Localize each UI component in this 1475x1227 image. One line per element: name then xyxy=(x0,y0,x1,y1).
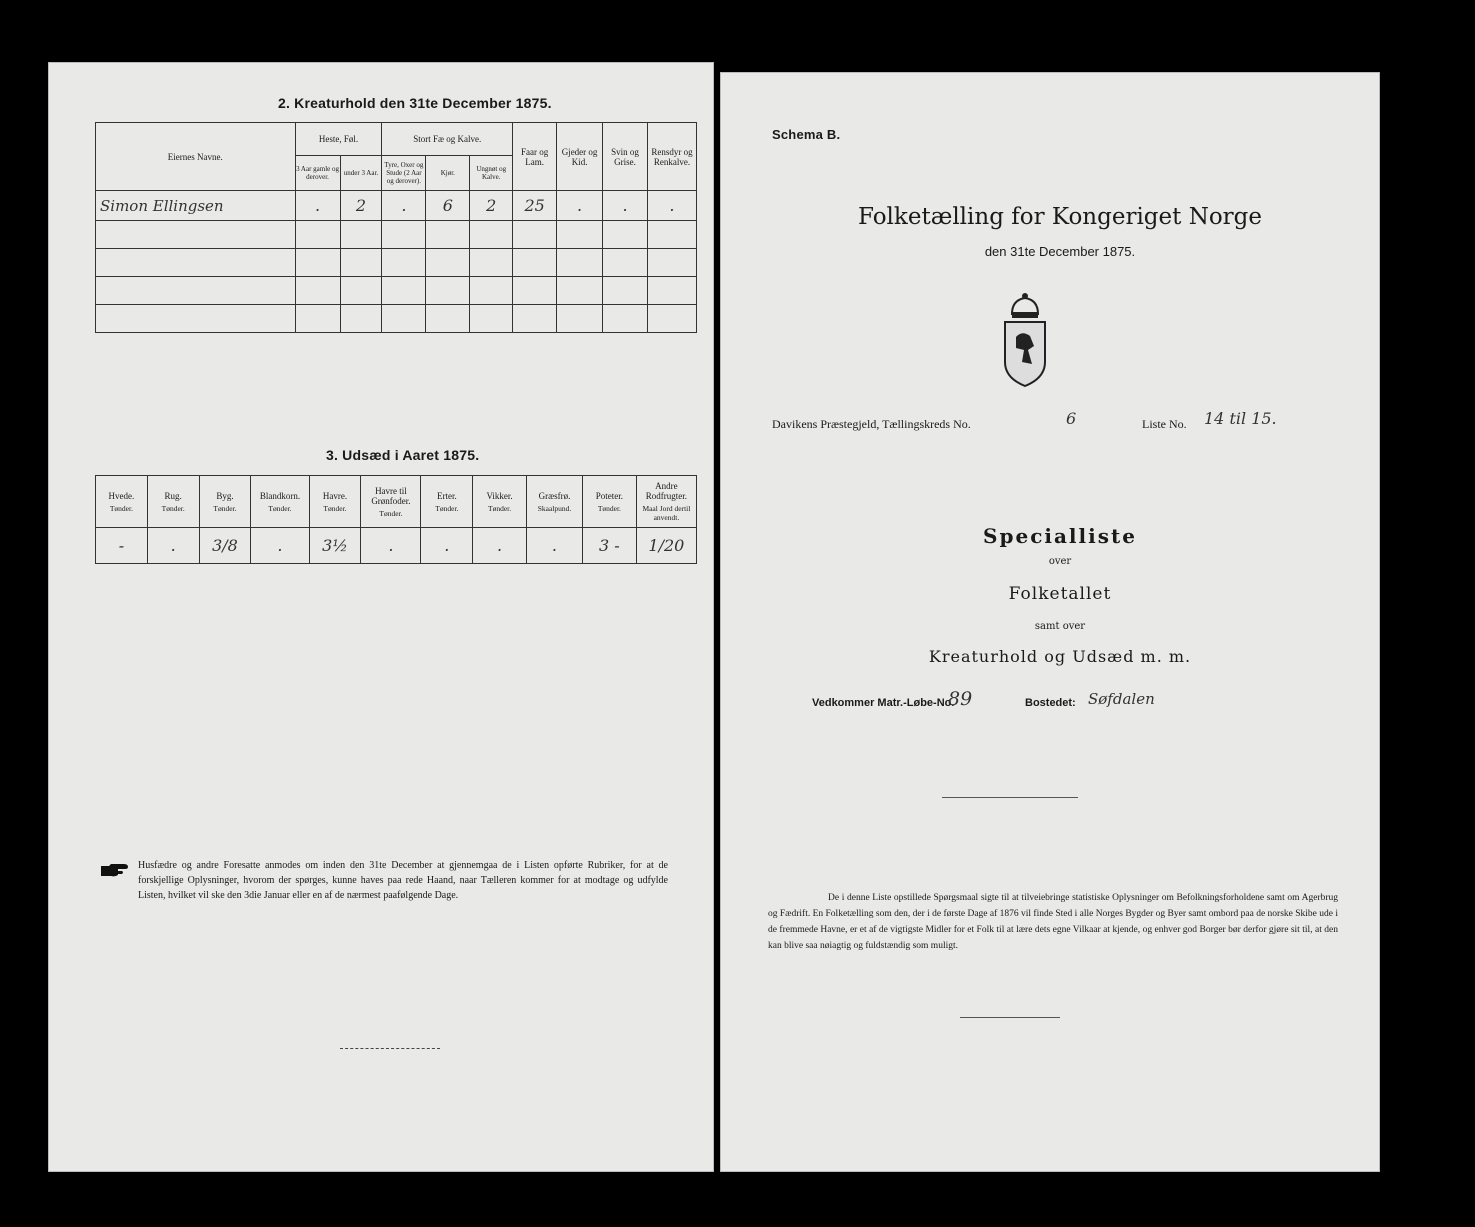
sowing-value-cell: . xyxy=(147,528,199,564)
sowing-value-cell: . xyxy=(526,528,582,564)
sowing-header-cell xyxy=(96,476,148,528)
matr-label: Vedkommer Matr.-Løbe-No. xyxy=(812,697,955,709)
gjeder-header: Gjeder og Kid. xyxy=(557,123,603,191)
sowing-header-label: Hvede. xyxy=(108,490,135,501)
sowing-header-label: Byg. xyxy=(216,490,234,501)
kreaturhold-heading: Kreaturhold og Udsæd m. m. xyxy=(928,647,1192,666)
matr-no: 89 xyxy=(948,688,973,710)
stortfae-sub-ungnot: Ungnøt og Kalve. xyxy=(470,156,513,191)
sowing-header-cell xyxy=(636,476,696,528)
faar-header: Faar og Lam. xyxy=(513,123,557,191)
sowing-header-unit: Tønder. xyxy=(435,503,459,513)
sowing-value-cell: 3½ xyxy=(309,528,361,564)
cell-ungnot: 2 xyxy=(470,191,513,221)
sowing-header-row xyxy=(96,476,697,528)
section2-title: 2. Kreaturhold den 31te December 1875. xyxy=(278,95,552,111)
sowing-header-cell xyxy=(251,476,309,528)
table-row xyxy=(96,191,697,221)
over-label: over xyxy=(1048,556,1072,567)
divider xyxy=(340,1048,440,1049)
heste-sub-old: 3 Aar gamle og derover. xyxy=(295,156,340,191)
page-title: Folketælling for Kongeriget Norge xyxy=(858,204,1262,230)
bosted-label: Bostedet: xyxy=(1025,697,1076,709)
owner-header: Eiernes Navne. xyxy=(96,123,296,191)
sowing-header-unit: Tønder. xyxy=(109,503,133,513)
left-page xyxy=(48,62,714,1172)
liste-label: Liste No. xyxy=(1142,417,1187,431)
sowing-table xyxy=(95,475,697,564)
sowing-header-label: Vikker. xyxy=(486,490,513,501)
table-row xyxy=(96,221,697,249)
sowing-value-cell: 3/8 xyxy=(199,528,251,564)
cell-heste-old: . xyxy=(295,191,340,221)
schema-label: Schema B. xyxy=(772,127,841,142)
sowing-header-cell xyxy=(361,476,421,528)
sowing-header-unit: Tønder. xyxy=(597,503,621,513)
sowing-value-cell: 3 - xyxy=(582,528,636,564)
sowing-header-unit: Skaalpund. xyxy=(537,503,572,513)
right-page xyxy=(720,72,1380,1172)
heste-sub-young: under 3 Aar. xyxy=(340,156,382,191)
sowing-value-cell: 1/20 xyxy=(636,528,696,564)
sowing-header-cell xyxy=(421,476,473,528)
sowing-header-label: Poteter. xyxy=(595,490,623,501)
cell-gjeder: . xyxy=(557,191,603,221)
cell-kjor: 6 xyxy=(426,191,470,221)
stortfae-header: Stort Fæ og Kalve. xyxy=(382,123,513,156)
sowing-header-label: Andre Rodfrugter. xyxy=(645,481,688,501)
sowing-header-label: Blandkorn. xyxy=(259,490,301,501)
sowing-header-unit: Maal Jord dertil anvendt. xyxy=(642,504,691,522)
pointing-hand-icon xyxy=(100,862,130,878)
samt-over-label: samt over xyxy=(1034,621,1086,632)
sowing-header-unit: Tønder. xyxy=(213,503,237,513)
sowing-header-label: Rug. xyxy=(164,490,182,501)
bosted-value: Søfdalen xyxy=(1088,690,1155,708)
sowing-value-cell: . xyxy=(473,528,527,564)
sowing-header-unit: Tønder. xyxy=(161,503,185,513)
cell-faar: 25 xyxy=(513,191,557,221)
sowing-header-cell xyxy=(526,476,582,528)
cell-rensdyr: . xyxy=(647,191,696,221)
sowing-header-cell xyxy=(199,476,251,528)
cell-heste-young: 2 xyxy=(340,191,382,221)
table-row xyxy=(96,528,697,564)
sowing-header-label: Erter. xyxy=(436,490,457,501)
heste-header: Heste, Føl. xyxy=(295,123,382,156)
sowing-header-label: Havre til Grønfoder. xyxy=(371,485,411,506)
sowing-value-cell: - xyxy=(96,528,148,564)
owner-name: Simon Ellingsen xyxy=(96,191,296,221)
tellingskreds-no: 6 xyxy=(1066,409,1077,428)
prestegjeld-label: Davikens Præstegjeld, Tællingskreds No. xyxy=(772,417,971,431)
sowing-header-unit: Tønder. xyxy=(488,503,512,513)
specialliste-heading: Specialliste xyxy=(983,524,1137,548)
stortfae-sub-tyre: Tyre, Oxer og Stude (2 Aar og derover). xyxy=(382,156,426,191)
cell-tyre: . xyxy=(382,191,426,221)
census-date: den 31te December 1875. xyxy=(984,244,1136,259)
sowing-header-unit: Tønder. xyxy=(323,503,347,513)
sowing-value-cell: . xyxy=(361,528,421,564)
sowing-header-unit: Tønder. xyxy=(379,508,403,518)
folketallet-heading: Folketallet xyxy=(1008,584,1112,604)
livestock-table xyxy=(95,122,697,333)
sowing-header-cell xyxy=(147,476,199,528)
stortfae-sub-kjor: Kjør. xyxy=(426,156,470,191)
liste-no: 14 til 15. xyxy=(1204,409,1277,428)
section3-title: 3. Udsæd i Aaret 1875. xyxy=(326,447,480,463)
sowing-value-cell: . xyxy=(421,528,473,564)
cell-svin: . xyxy=(603,191,648,221)
sowing-header-cell xyxy=(582,476,636,528)
sowing-header-label: Havre. xyxy=(322,490,348,501)
sowing-value-cell: . xyxy=(251,528,309,564)
notice-text: Husfædre og andre Foresatte anmodes om inden den 31te December at gjennemgaa de i Listen opførte Rubriker, for at de forskjellige Oplysninger, hvorom der spørges, kunne haves paa rede Haand, naar Tælleren kommer for at modtage og udfylde Listen, hvilket vil ske den 3die Januar eller en af de nærmest paafølgende Dage. xyxy=(138,860,668,901)
footnote-text: De i denne Liste opstillede Spørgsmaal sigte til at tilveiebringe statistiske Oplysninger om Befolkningsforholdene samt om Agerbrug og Fædrift. En Folketælling som den, der i de første Dage af 1876 vil finde Sted i alle Norges Bygder og Byer samt ombord paa de norske Skibe ude i de fremmede Havne, er et af de vigtigste Midler for et Folk til at lære dets egne Vilkaar at kjende, og enhver god Borger bør derfor gjøre sit til, at den kan blive saa nøiagtig og fuldstændig som muligt. xyxy=(768,893,1338,951)
sowing-header-label: Græsfrø. xyxy=(538,490,571,501)
sowing-header-cell xyxy=(473,476,527,528)
table-row xyxy=(96,249,697,277)
sowing-header-cell xyxy=(309,476,361,528)
table-row xyxy=(96,277,697,305)
svin-header: Svin og Grise. xyxy=(603,123,648,191)
divider xyxy=(942,797,1078,798)
table-row xyxy=(96,305,697,333)
sowing-header-unit: Tønder. xyxy=(268,503,292,513)
rensdyr-header: Rensdyr og Renkalve. xyxy=(647,123,696,191)
coat-of-arms-icon xyxy=(1000,292,1050,388)
divider xyxy=(960,1017,1060,1018)
